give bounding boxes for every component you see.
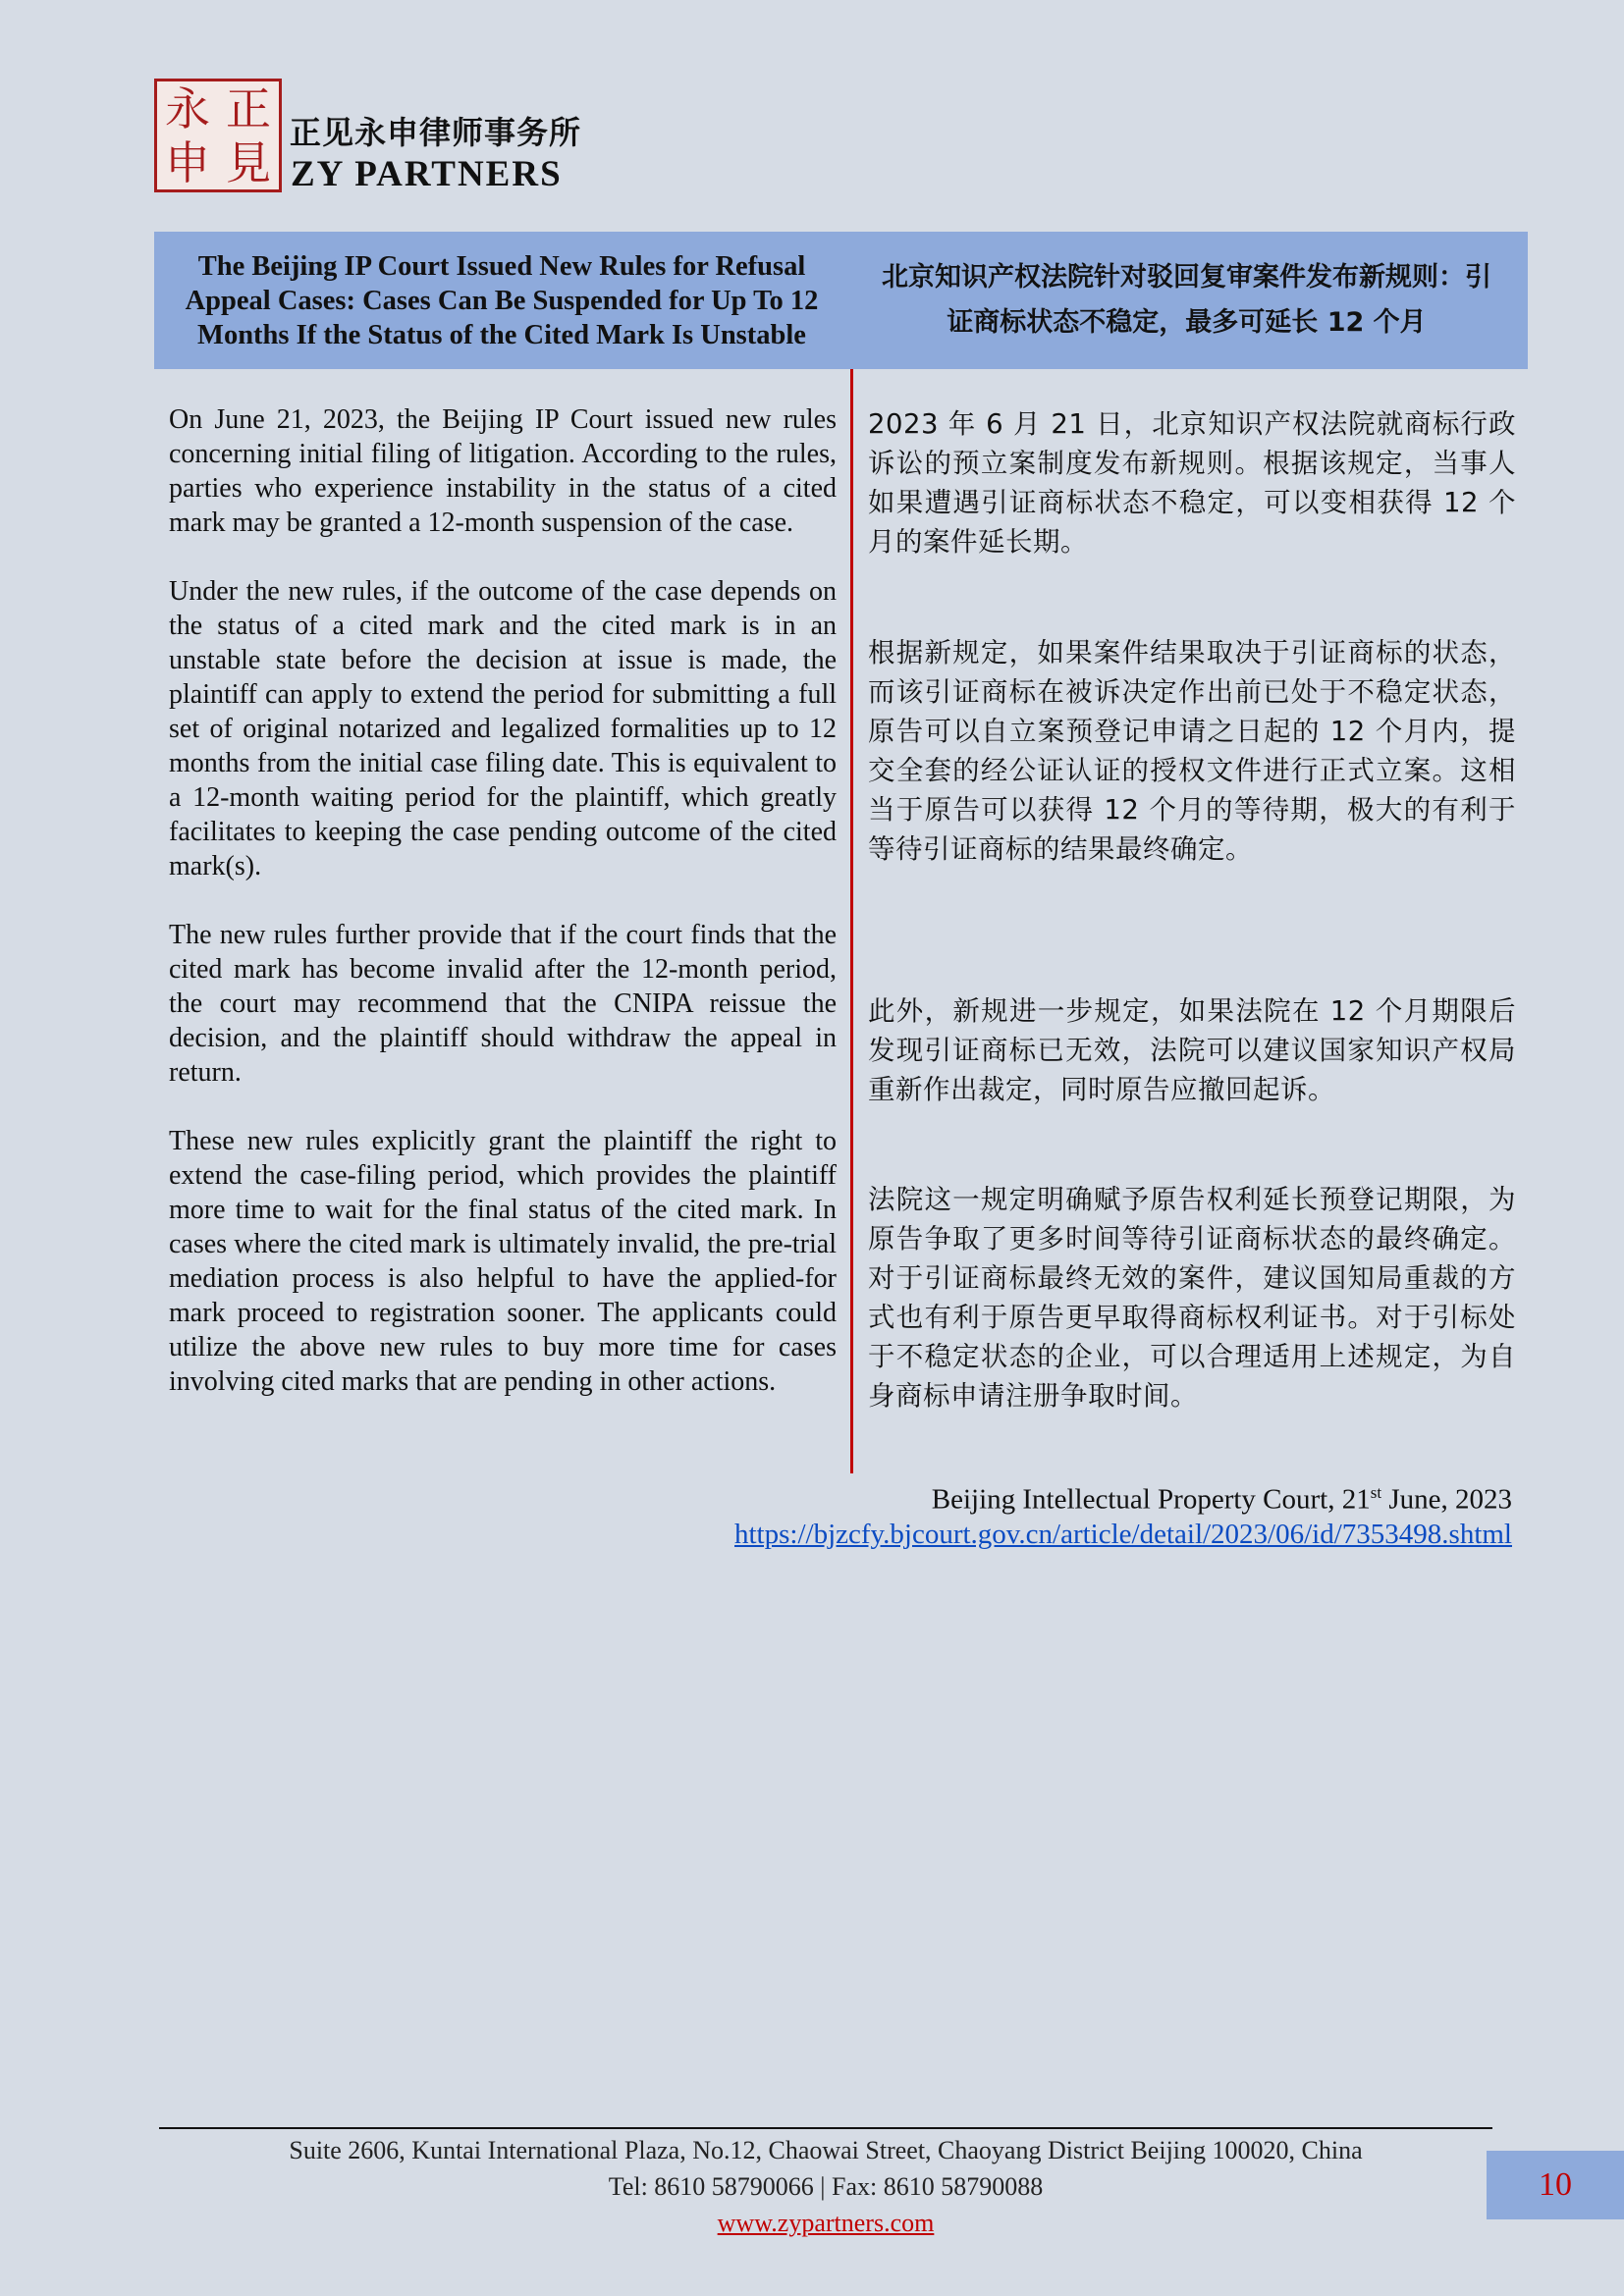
logo-char: 永 [165,81,210,135]
footer-website-link[interactable]: www.zypartners.com [717,2209,935,2237]
logo-char: 申 [165,135,210,189]
paragraph-en: Under the new rules, if the outcome of the case depends on the status of a cited mark and the cited mark is in an unstable state before the decision at issue is made, the plaintiff can apply to extend the period for submitting a full set of original notarized and legalized formalities up to 12 months from the initial case filing date. This is equivalent to a 12-month waiting period for the plaintiff, which greatly facilitates to keeping the case pending outcome of the cited mark(s). [169,576,837,881]
firm-name-en: ZY PARTNERS [291,154,563,194]
column-divider [850,369,853,1473]
source-court-date: Beijing Intellectual Property Court, 21 [931,1483,1371,1516]
article-title-cn: 北京知识产权法院针对驳回复审案件发布新规则：引证商标状态不稳定，最多可延长 12 个月 [882,262,1491,338]
paragraph-en: These new rules explicitly grant the plaintiff the right to extend the case-filing period, which provides the plaintiff more time to wait for the final status of the cited mark. In cases where the cited mark is ultimately invalid, the pre-trial mediation process is also helpful to have the applied-for mark proceed to registration sooner. The applicants could utilize the above new rules to buy more time for cases involving cited marks that are pending in other actions. [169,1126,837,1397]
paragraph-cn: 此外，新规进一步规定，如果法院在 12 个月期限后发现引证商标已无效，法院可以建议国家知识产权局重新作出裁定，同时原告应撤回起诉。 [868,995,1516,1105]
paragraph-en: The new rules further provide that if the court finds that the cited mark has become invalid after the 12-month period, the court may recommend that the CNIPA reissue the decision, and the plaintiff should withdraw the appeal in return. [169,920,837,1088]
paragraph-en: On June 21, 2023, the Beijing IP Court issued new rules concerning initial filing of litigation. According to the rules, parties who experience instability in the status of a cited mark may be granted a 12-month suspension of the case. [169,404,837,538]
date-ordinal-suffix: st [1370,1483,1382,1502]
footer-contact: Tel: 8610 58790066 | Fax: 8610 58790088 [608,2172,1044,2201]
footer-address: Suite 2606, Kuntai International Plaza, No.12, Chaowai Street, Chaoyang District Beijing 100020, China [289,2136,1363,2164]
firm-logo-seal [154,79,282,192]
source-citation [734,1475,1512,1552]
source-date-tail: June, 2023 [1381,1483,1512,1516]
footer-rule [159,2127,1492,2129]
title-band [154,232,1528,369]
logo-char: 正 [226,81,271,135]
paragraph-cn: 法院这一规定明确赋予原告权利延长预登记期限，为原告争取了更多时间等待引证商标状态的最终确定。对于引证商标最终无效的案件，建议国知局重裁的方式也有利于原告更早取得商标权利证书。对于引标处于不稳定状态的企业，可以合理适用上述规定，为自身商标申请注册争取时间。 [868,1184,1516,1412]
logo-char: 見 [226,135,271,189]
source-link[interactable]: https://bjzcfy.bjcourt.gov.cn/article/detail/2023/06/id/7353498.shtml [734,1518,1512,1550]
paragraph-cn: 2023 年 6 月 21 日，北京知识产权法院就商标行政诉讼的预立案制度发布新规则。根据该规定，当事人如果遭遇引证商标状态不稳定，可以变相获得 12 个月的案件延长期。 [868,408,1516,558]
firm-name-cn: 正见永申律师事务所 [290,114,582,151]
footer [159,2132,1492,2241]
paragraph-cn: 根据新规定，如果案件结果取决于引证商标的状态，而该引证商标在被诉决定作出前已处于不稳定状态，原告可以自立案预登记申请之日起的 12 个月内，提交全套的经公证认证的授权文件进行正式立案。这相当于原告可以获得 12 个月的等待期，极大的有利于等待引证商标的结果最终确定。 [868,637,1516,865]
page-number: 10 [1487,2151,1624,2219]
english-column [169,402,837,1399]
article-title-en: The Beijing IP Court Issued New Rules for Refusal Appeal Cases: Cases Can Be Suspended for Up To 12 Months If the Status of the Cited Mark Is Unstable [185,250,819,350]
